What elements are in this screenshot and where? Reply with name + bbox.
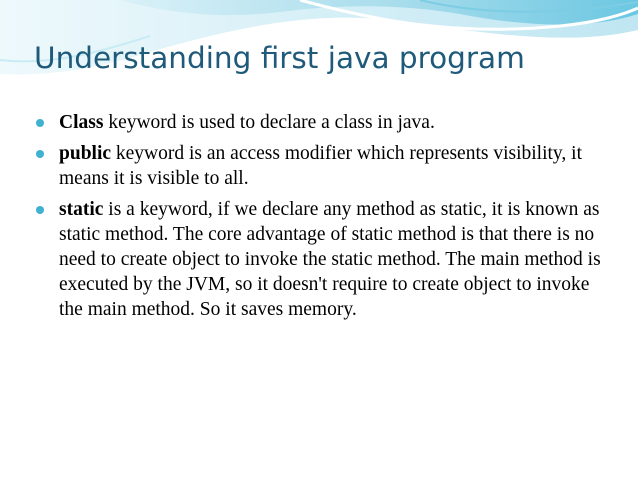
bullet-keyword: static <box>59 199 104 220</box>
bullet-text: keyword is an access modifier which represents visibility, it means it is visible to all. <box>59 143 582 189</box>
bullet-item-class <box>34 110 614 135</box>
bullet-list <box>34 110 614 328</box>
bullet-dot-icon <box>36 119 44 127</box>
bullet-item-static <box>34 197 614 322</box>
bullet-text: is a keyword, if we declare any method as static, it is known as static method. The core advantage of static method is that there is no need to create object to invoke the static method. The main method is executed by the JVM, so it doesn't require to create object to invoke the main method. So it saves memory. <box>59 199 601 320</box>
bullet-keyword: public <box>59 143 112 164</box>
bullet-text: keyword is used to declare a class in java. <box>103 112 435 133</box>
bullet-dot-icon <box>36 150 44 158</box>
bullet-keyword: Class <box>59 112 104 133</box>
bullet-item-public <box>34 141 614 191</box>
slide-title: Understanding first java program <box>34 41 525 75</box>
bullet-dot-icon <box>36 206 44 214</box>
